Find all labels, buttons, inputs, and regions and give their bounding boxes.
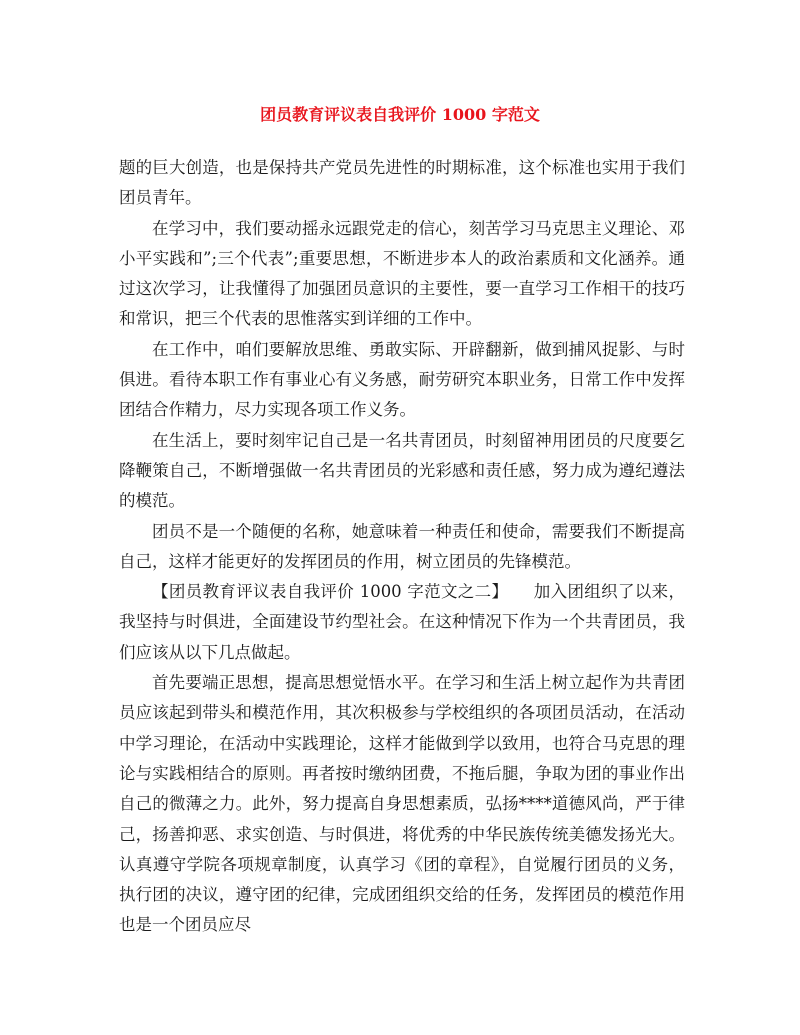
paragraph-3: 在工作中，咱们要解放思维、勇敢实际、开辟翻新，做到捕风捉影、与时俱进。看待本职工作有事业心有义务感，耐劳研究本职业务，日常工作中发挥团结合作精力，尽力实现各项工作义务。 <box>119 339 685 420</box>
paragraph-1: 题的巨大创造，也是保持共产党员先进性的时期标准，这个标准也实用于我们团员青年。 <box>119 158 685 208</box>
paragraph-4: 在生活上，要时刻牢记自己是一名共青团员，时刻留神用团员的尺度要乞降鞭策自己，不断增强做一名共青团员的光彩感和责任感，努力成为遵纪遵法的模范。 <box>119 430 685 511</box>
document-title: 团员教育评议表自我评价 1000 字范文 <box>260 105 540 124</box>
document-body <box>119 153 685 941</box>
paragraph-2: 在学习中，我们要动摇永远跟党走的信心，刻苦学习马克思主义理论、邓小平实践和”;三个代表”;重要思想，不断进步本人的政治素质和文化涵养。通过这次学习，让我懂得了加强团员意识的主要性，要一直学习工作相干的技巧和常识，把三个代表的思惟落实到详细的工作中。 <box>119 218 685 329</box>
paragraph-5: 团员不是一个随便的名称，她意味着一种责任和使命，需要我们不断提高自己，这样才能更好的发挥团员的作用，树立团员的先锋模范。 <box>119 521 685 571</box>
paragraph-6: 【团员教育评议表自我评价 1000 字范文之二】 加入团组织了以来，我坚持与时俱进，全面建设节约型社会。在这种情况下作为一个共青团员，我们应该从以下几点做起。 <box>119 582 685 662</box>
paragraph-7: 首先要端正思想，提高思想觉悟水平。在学习和生活上树立起作为共青团员应该起到带头和模范作用，其次积极参与学校组织的各项团员活动，在活动中学习理论，在活动中实践理论，这样才能做到学以致用，也符合马克思的理论与实践相结合的原则。再者按时缴纳团费，不拖后腿，争取为团的事业作出自己的微薄之力。此外，努力提高自身思想素质，弘扬****道德风尚，严于律己，扬善抑恶、求实创造、与时俱进，将优秀的中华民族传统美德发扬光大。认真遵守学院各项规章制度，认真学习《团的章程》，自觉履行团员的义务，执行团的决议，遵守团的纪律，完成团组织交给的任务，发挥团员的模范作用也是一个团员应尽 <box>119 673 685 935</box>
